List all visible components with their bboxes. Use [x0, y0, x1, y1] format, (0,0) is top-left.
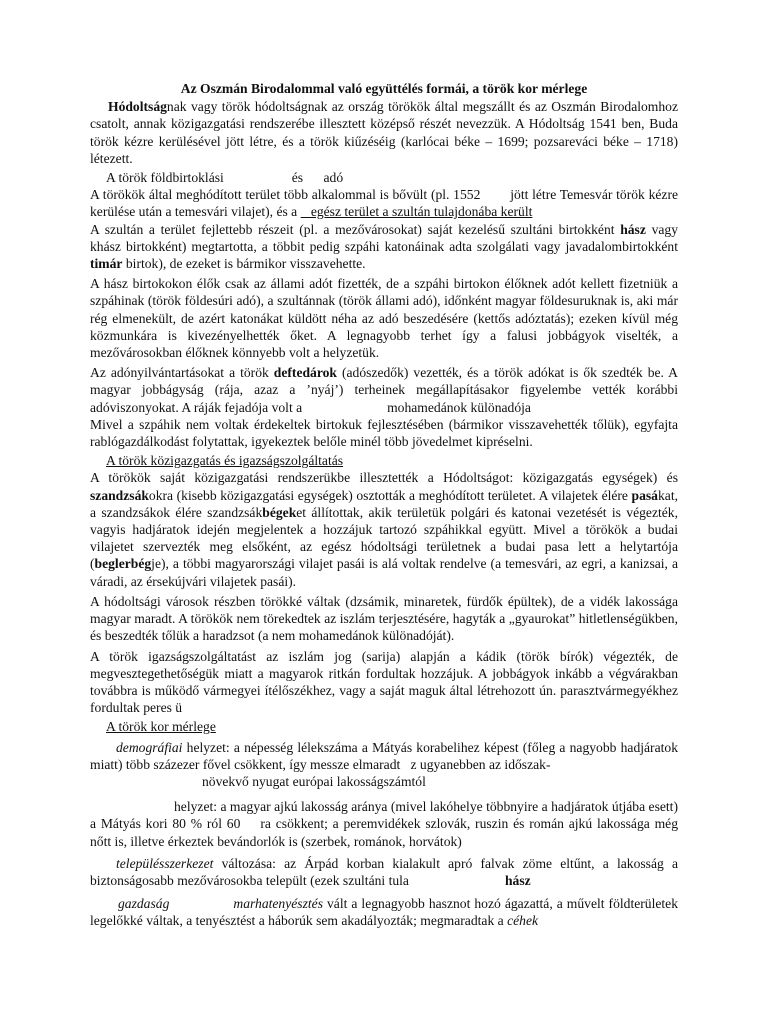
- land-paragraph-4: Az adónyilvántartásokat a török deftedárok (adószedők) vezették, és a török adókat is ők szedték be. A magyar jobbágyság (rája, azaz a ’nyáj’) terheinek megállapításakor figyelembe vették korábbi adóviszonyokat. A ráják fejadója volt a mohamedánok különadója: [90, 365, 682, 415]
- term-hasz: hász: [620, 221, 646, 237]
- balance-paragraph-1: demográfiai helyzet: a népesség lélekszáma a Mátyás korabelihez képest (főleg a nagyobb hadjáratok miatt) több százezer fővel csökkent, így messze elmaradt z ugyanebben az időszak- növekvő nyugat európai lakosságszámtól: [90, 739, 682, 789]
- term-deftedar: deftedárok: [273, 365, 337, 381]
- section-heading-balance: A török kor mérlege: [106, 719, 216, 735]
- admin-paragraph-3: A török igazságszolgáltatást az iszlám jog (sarija) alapján a kádik (török bírók) végezték, de megvesztegethetőségük miatt a magyarok ritkán fordultak hozzájuk. A jobbágyok inkább a végvárakban továbbra is működő vármegyei ítélőszékhez, vagy a saját maguk által létrehozott ún. parasztvármegyékhez fordultak peres ü: [90, 648, 678, 716]
- document-page: [90, 80, 682, 930]
- section-heading-admin: A török közigazgatás és igazságszolgáltatás: [106, 453, 344, 469]
- land-paragraph-1: A törökök által meghódított terület több alkalommal is bővült (pl. 1552 jött létre Temesvár török kézre kerülése után a temesvári vilajet), és a egész terület a szultán tulajdonába került: [90, 187, 682, 220]
- land-paragraph-2: A szultán a terület fejlettebb részeit (pl. a mezővárosokat) saját kezelésű szultáni birtokként hász vagy khász birtokként) megtartotta, a többit pedig szpáhi katonáinak adta szolgálati vagy javadalombirtokként timár birtok), de ezeket is bármikor visszavehette.: [90, 221, 678, 272]
- term-timar: timár: [90, 256, 123, 272]
- intro-paragraph: [90, 98, 678, 167]
- land-paragraph-5: Mivel a szpáhik nem voltak érdekeltek birtokuk fejlesztésében (bármikor visszavehették tőlük), egyfajta rablógazdálkodást folytattak, igyekeztek belőle minél több jövedelmet kipréselni.: [90, 416, 678, 450]
- admin-paragraph-2: A hódoltsági városok részben törökké váltak (dzsámik, minaretek, fürdők épültek), de a vidék lakossága magyar maradt. A törökök nem törekedtek az iszlám terjesztésére, hagyták a „gyaurokat” hitletlenségükben, és beszedték tőlük a haradzsot (a nem mohamedánok különadóját).: [90, 593, 678, 644]
- balance-paragraph-2: helyzet: a magyar ajkú lakosság aránya (mivel lakóhelye többnyire a hadjáratok útjába esett) a Mátyás kori 80 % ról 60 ra csökkent; a peremvidékek szlovák, ruszin és román ajkú lakossága még nőtt is, illetve érkeztek bevándorlók is (szerbek, románok, horvátok): [90, 799, 679, 849]
- land-paragraph-3: A hász birtokokon élők csak az állami adót fizették, de a szpáhi birtokon élőknek adót kellett fizetniük a szpáhinak (török földesúri adó), a szultánnak (török állami adó), időnként magyar földesuruknak is, aki már rég elmenekült, de azért katonákat küldött néha az adó beszedésére (kettős adóztatás); ezeken kívül még közmunkára is kivezényelhették őket. A legnagyobb terhet így a falusi jobbágyok viselték, a mezővárosokban élőknek könnyebb volt a helyzetük.: [90, 276, 678, 361]
- balance-paragraph-4: gazdaság marhatenyésztés vált a legnagyobb hasznot hozó ágazattá, a művelt földterületek legelőkké váltak, a tenyésztést a háborúk sem akadályozták; megmaradtak a céhek: [90, 896, 678, 929]
- underlined-phrase: egész terület a szultán tulajdonába került: [300, 204, 533, 220]
- balance-paragraph-3: településszerkezet változása: az Árpád korban kialakult apró falvak zöme eltűnt, a lakosság a biztonságosabb mezővárosokba települt (ezek szultáni tula hász: [90, 855, 678, 888]
- term-hodoltsag: Hódoltság: [108, 99, 167, 115]
- section-heading-land: A török földbirtoklási és adó: [106, 170, 344, 186]
- intro-text: nak vagy török hódoltságnak az ország törökök által megszállt és az Oszmán Birodalomhoz csatolt, annak közigazgatási rendszerébe illesztett középső részét nevezzük. A Hódoltság 1541 ben, Buda török kézre kerülésével jött létre, és a török kiűzéséig (karlócai béke – 1699; pozsareváci béke – 1718) létezett.: [90, 99, 678, 166]
- document-title: Az Oszmán Birodalommal való együttélés formái, a török kor mérlege: [180, 81, 588, 96]
- admin-paragraph-1: A törökök saját közigazgatási rendszerükbe illesztették a Hódoltságot: közigazgatás egységek) és szandzsákokra (kisebb közigazgatási egységek) osztották a meghódított területet. A vilajetek élére pasákat, a szandzsákok élére szandzsákbégeket állítottak, akik területük polgári és katonai vezetését is végezték, vagyis hadjáratok idején megjelentek a hozzájuk tartozó szpáhikkal együtt. Mivel a törökök a budai vilajetet szervezték meg elsőként, az egész hódoltsági területnek a budai pasa lett a helytartója (beglerbégje), a többi magyarországi vilajet pasái is alá voltak rendelve (a temesvári, az egri, a kanizsai, a váradi, az érsekújvári vilajetek pasái).: [90, 470, 678, 589]
